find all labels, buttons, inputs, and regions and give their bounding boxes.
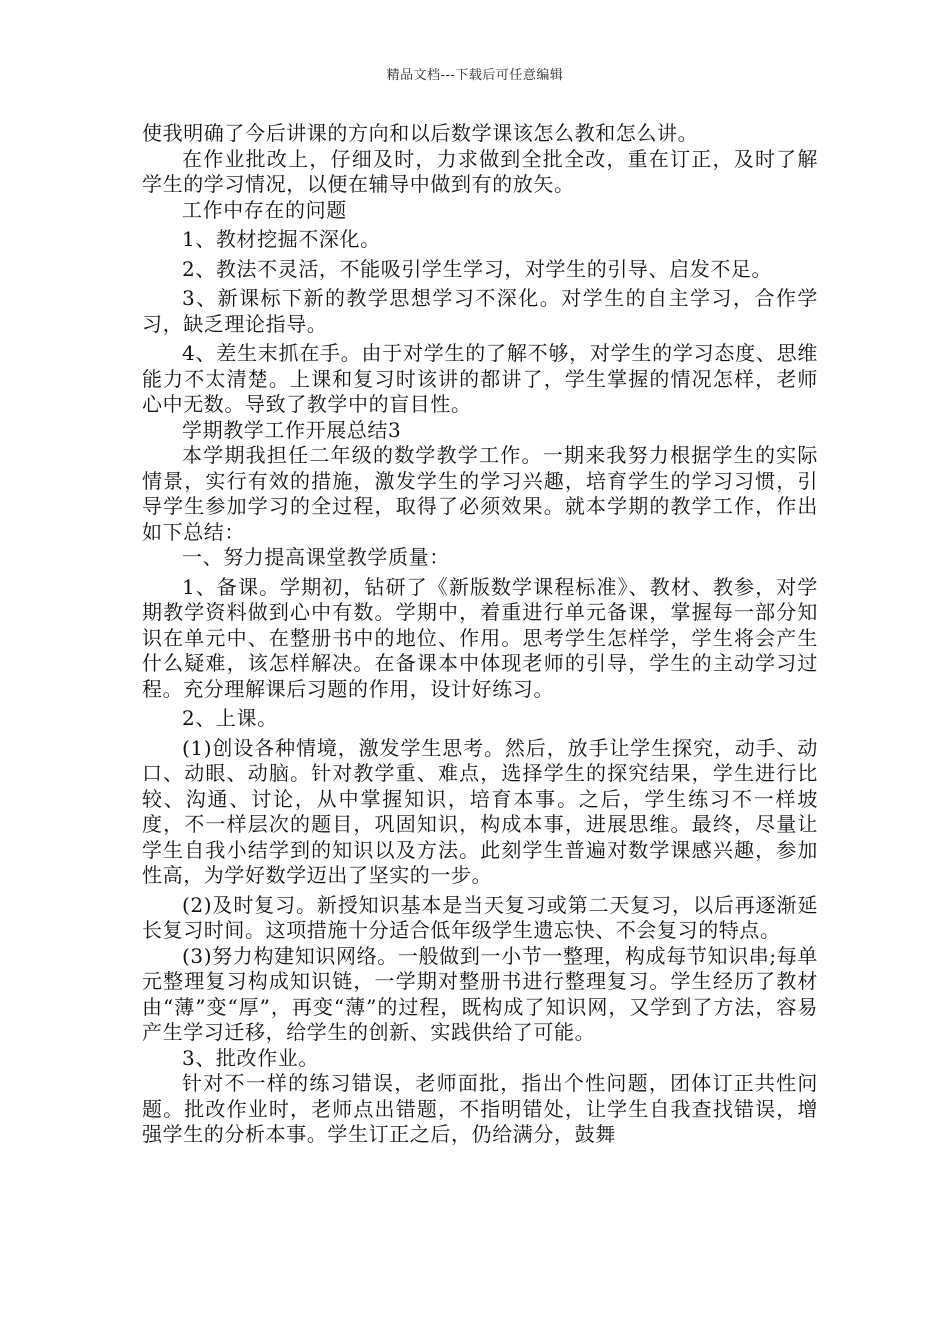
paragraph: 针对不一样的练习错误，老师面批，指出个性问题，团体订正共性问题。批改作业时，老师点出错题，不指明错处，让学生自我查找错误，增强学生的分析本事。学生订正之后，仍给满分，鼓舞 [142, 1071, 818, 1146]
section-heading: 学期教学工作开展总结3 [182, 417, 402, 442]
section-heading: 工作中存在的问题 [182, 197, 347, 222]
paragraph: 使我明确了今后讲课的方向和以后数学课该怎么教和怎么讲。 [142, 121, 699, 145]
list-item: 3、批改作业。 [182, 1045, 319, 1070]
list-item: (1)创设各种情境，激发学生思考。然后，放手让学生探究，动手、动口、动眼、动脑。针对教学重、难点，选择学生的探究结果，学生进行比较、沟通、讨论，从中掌握知识，培育本事。之后，学生练习不一样坡度，不一样层次的题目，巩固知识，构成本事，进展思维。最终，尽量让学生自我小结学到的知识以及方法。此刻学生普遍对数学课感兴趣，参加性高，为学好数学迈出了坚实的一步。 [142, 735, 818, 887]
list-item: (3)努力构建知识网络。一般做到一小节一整理，构成每节知识串;每单元整理复习构成知识链，一学期对整册书进行整理复习。学生经历了教材由“薄”变“厚”，再变“薄”的过程，既构成了知识网，又学到了方法，容易产生学习迁移，给学生的创新、实践供给了可能。 [142, 943, 818, 1044]
section-heading: 一、努力提高课堂教学质量： [182, 545, 450, 569]
list-item: 1、备课。学期初，钻研了《新版数学课程标准》、教材、教参，对学期教学资料做到心中有数。学期中，着重进行单元备课，掌握每一部分知识在单元中、在整册书中的地位、作用。思考学生怎样学，学生将会产生什么疑难，该怎样解决。在备课本中体现老师的引导，学生的主动学习过程。充分理解课后习题的作用，设计好练习。 [142, 574, 818, 701]
list-item: 2、上课。 [182, 706, 278, 730]
page-header: 精品文档---下载后可任意编辑 [386, 68, 564, 83]
document-body [142, 121, 818, 1148]
list-item: 2、教法不灵活，不能吸引学生学习，对学生的引导、启发不足。 [182, 256, 773, 281]
paragraph: 本学期我担任二年级的数学教学工作。一期来我努力根据学生的实际情景，实行有效的措施，激发学生的学习兴趣，培育学生的学习习惯，引导学生参加学习的全过程，取得了必须效果。就本学期的教学工作，作出如下总结： [142, 443, 818, 544]
list-item: 4、差生末抓在手。由于对学生的了解不够，对学生的学习态度、思维能力不太清楚。上课和复习时该讲的都讲了，学生掌握的情况怎样，老师心中无数。导致了教学中的盲目性。 [142, 341, 818, 416]
list-item: 1、教材挖掘不深化。 [182, 227, 381, 251]
list-item: (2)及时复习。新授知识基本是当天复习或第二天复习，以后再逐渐延长复习时间。这项措施十分适合低年级学生遗忘快、不会复习的特点。 [142, 892, 818, 942]
list-item: 3、新课标下新的教学思想学习不深化。对学生的自主学习，合作学习，缺乏理论指导。 [142, 286, 818, 336]
paragraph: 在作业批改上，仔细及时，力求做到全批全改，重在订正，及时了解学生的学习情况，以便在辅导中做到有的放矢。 [142, 146, 818, 196]
